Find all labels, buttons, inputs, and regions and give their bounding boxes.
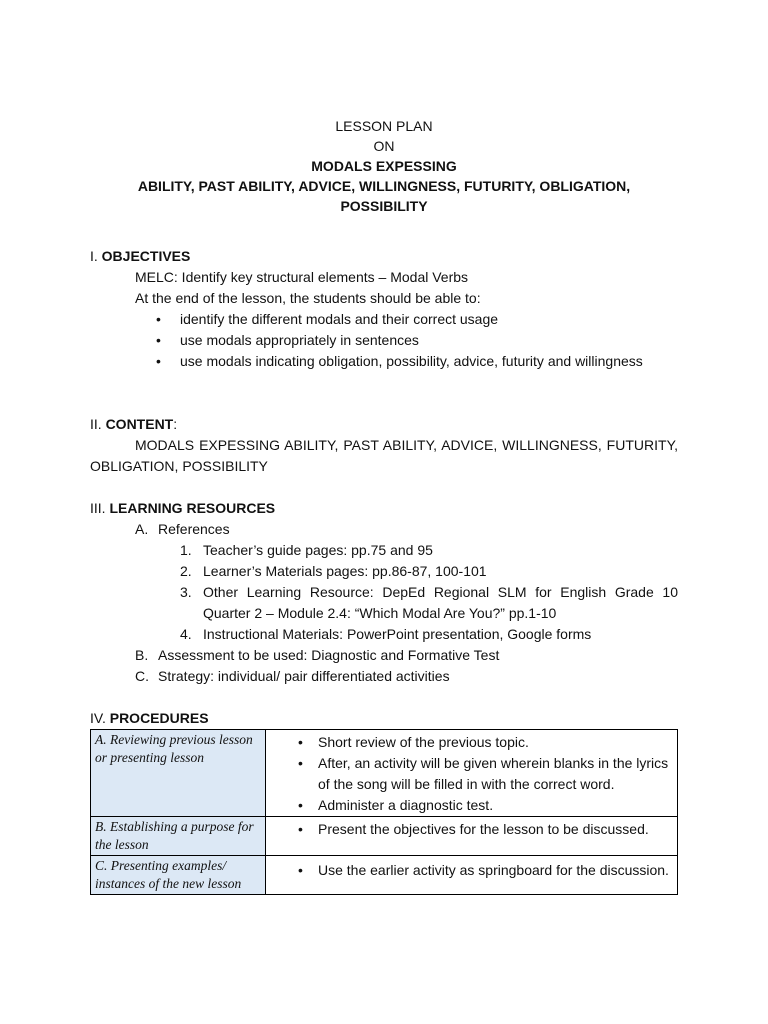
procedures-numeral: IV. <box>90 710 110 726</box>
list-text: Learner’s Materials pages: pp.86-87, 100-101 <box>203 563 487 579</box>
list-item: • Use the earlier activity as springboard for the discussion. <box>298 860 671 881</box>
list-item <box>90 561 678 582</box>
content-heading-text: CONTENT <box>105 416 174 432</box>
table-row <box>91 856 678 895</box>
resources-heading <box>90 498 678 519</box>
title-block <box>90 116 678 216</box>
content-colon: : <box>173 416 178 432</box>
content-numeral: II. <box>90 416 106 432</box>
list-text: Instructional Materials: PowerPoint presentation, Google forms <box>203 626 592 642</box>
procedures-heading-text: PROCEDURES <box>109 710 209 726</box>
resources-section <box>90 498 678 687</box>
list-item: • identify the different modals and their correct usage <box>156 309 678 330</box>
procedures-heading <box>90 708 678 729</box>
list-item: • After, an activity will be given wherein blanks in the lyrics of the song will be filled in with the correct word. <box>298 753 671 795</box>
references-list <box>90 540 678 645</box>
row-list <box>274 732 671 816</box>
row-label: C. Presenting examples/ instances of the new lesson <box>91 856 266 895</box>
table-row <box>91 817 678 856</box>
table-row <box>91 730 678 817</box>
title-line-5: POSSIBILITY <box>340 198 428 214</box>
list-item: • Administer a diagnostic test. <box>298 795 671 816</box>
list-text: Assessment to be used: Diagnostic and Formative Test <box>158 647 500 663</box>
list-item <box>90 666 678 687</box>
list-item <box>90 540 678 561</box>
list-item <box>90 645 678 666</box>
list-text: Teacher’s guide pages: pp.75 and 95 <box>203 542 433 558</box>
resources-heading-text: LEARNING RESOURCES <box>109 500 276 516</box>
list-item <box>90 519 678 540</box>
list-item: • use modals indicating obligation, possibility, advice, futurity and willingness <box>156 351 678 372</box>
row-label: B. Establishing a purpose for the lesson <box>91 817 266 856</box>
list-text: Strategy: individual/ pair differentiated activities <box>158 668 450 684</box>
list-marker: C. <box>135 668 149 684</box>
objectives-intro: At the end of the lesson, the students should be able to: <box>135 290 481 306</box>
procedures-table <box>90 729 678 895</box>
objectives-section <box>90 246 678 372</box>
list-marker: 2. <box>180 563 192 579</box>
list-marker: 1. <box>180 542 192 558</box>
content-text: MODALS EXPESSING ABILITY, PAST ABILITY, ADVICE, WILLINGNESS, FUTURITY, OBLIGATION, POSSIBILITY <box>90 437 678 474</box>
objectives-numeral: I. <box>90 248 102 264</box>
title-line-2: ON <box>373 138 395 154</box>
resources-numeral: III. <box>90 500 110 516</box>
objectives-heading-text: OBJECTIVES <box>101 248 191 264</box>
list-marker: 3. <box>180 584 192 600</box>
list-text: Other Learning Resource: DepEd Regional SLM for English Grade 10 Quarter 2 – Module 2.4: “Which Modal Are You?” pp.1-10 <box>203 584 678 621</box>
list-marker: 4. <box>180 626 192 642</box>
content-section <box>90 414 678 477</box>
list-item <box>90 582 678 624</box>
list-marker: A. <box>135 521 149 537</box>
title-line-4: ABILITY, PAST ABILITY, ADVICE, WILLINGNESS, FUTURITY, OBLIGATION, <box>137 178 631 194</box>
row-content <box>266 856 678 895</box>
row-label: A. Reviewing previous lesson or presenting lesson <box>91 730 266 817</box>
title-line-3: MODALS EXPESSING <box>311 158 457 174</box>
resources-list <box>90 519 678 540</box>
row-content <box>266 817 678 856</box>
list-item: • Short review of the previous topic. <box>298 732 671 753</box>
title-line-1: LESSON PLAN <box>335 118 433 134</box>
objectives-list <box>90 309 678 372</box>
list-item: • use modals appropriately in sentences <box>156 330 678 351</box>
content-heading <box>90 414 678 435</box>
resources-list-continued <box>90 645 678 687</box>
row-content <box>266 730 678 817</box>
objectives-melc: MELC: Identify key structural elements – Modal Verbs <box>135 269 469 285</box>
list-marker: B. <box>135 647 149 663</box>
objectives-heading <box>90 246 678 267</box>
row-list <box>274 819 671 840</box>
list-item <box>90 624 678 645</box>
row-list <box>274 860 671 881</box>
list-text: References <box>158 521 230 537</box>
list-item: • Present the objectives for the lesson to be discussed. <box>298 819 671 840</box>
